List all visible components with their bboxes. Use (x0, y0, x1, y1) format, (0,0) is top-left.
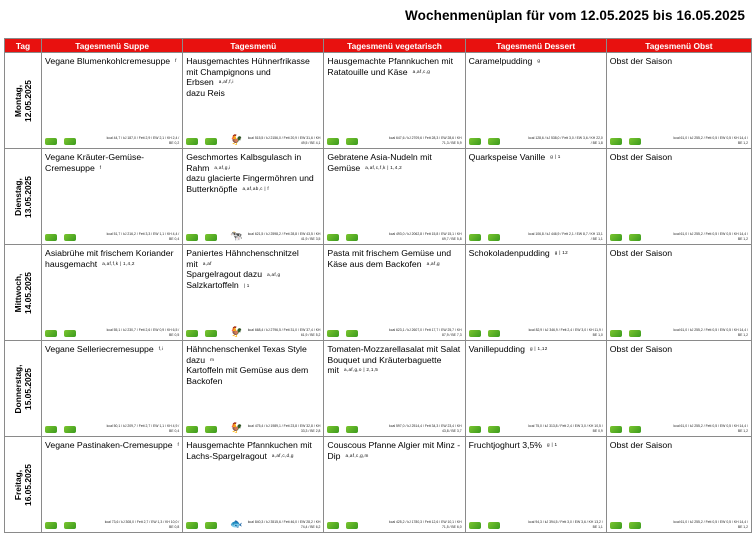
leaf-icon (45, 426, 57, 433)
dish-text (327, 248, 461, 269)
eco-badges (610, 522, 641, 529)
leaf-icon (469, 138, 481, 145)
dish-name: Couscous Pfanne Algier mit Minz -Dip (327, 440, 461, 461)
nutrition-info: kcal 128,6 / kJ 538,0 / Fett 3,0 / EW 3,6 / KH 22,0 / BE 1,8 (528, 136, 603, 145)
suppe-cell (42, 245, 183, 341)
side-dish: Spargelragout dazu (186, 269, 263, 280)
day-row (5, 341, 752, 437)
chicken-icon: 🐓 (230, 423, 243, 434)
dish-name: Hausgemachte Pfannkuchen mit Lachs-Spargelragout (186, 440, 312, 461)
allergen-codes: a,af,g (426, 260, 440, 266)
allergen-codes: a,af,ab,c | f (242, 186, 269, 192)
obst-cell (606, 245, 751, 341)
nutrition-info: kcal 61,0 / kJ 255,2 / Fett 0,5 / EW 0,5 / KH 14,4 / BE 1,2 (673, 136, 748, 145)
obst-cell (606, 437, 751, 533)
dish-text (327, 56, 461, 77)
dish-text (186, 152, 320, 195)
suppe-cell (42, 149, 183, 245)
eco-badges (327, 234, 358, 241)
nutrition-info: kcal 61,0 / kJ 255,2 / Fett 0,5 / EW 0,5 / KH 14,4 / BE 1,2 (673, 520, 748, 529)
eco-badges (610, 234, 641, 241)
leaf-icon (488, 138, 500, 145)
fish-icon: 🐟 (230, 519, 243, 530)
dessert-cell (465, 245, 606, 341)
vegetarisch-cell (324, 149, 465, 245)
dish-text (186, 56, 320, 98)
leaf-icon (186, 330, 198, 337)
allergen-codes: g | 12 (554, 250, 568, 256)
tagesmenu-cell (183, 53, 324, 149)
obst-cell (606, 149, 751, 245)
eco-badges (186, 426, 217, 433)
leaf-icon (327, 426, 339, 433)
side-dish: Salzkartoffeln (186, 280, 239, 291)
dish-text (469, 152, 603, 163)
leaf-icon (469, 426, 481, 433)
allergen-codes: f (99, 164, 102, 170)
leaf-icon (64, 426, 76, 433)
day-label (13, 272, 33, 314)
eco-badges (610, 138, 641, 145)
dish-text (186, 440, 320, 461)
nutrition-info: kcal 493,0 / kJ 2062,8 / Fett 15,8 / EW 15,1 / KH 69,7 / BE 5,8 (389, 232, 462, 241)
cow-icon: 🐄 (230, 231, 243, 242)
header-suppe: Tagesmenü Suppe (42, 39, 183, 53)
eco-badges (186, 330, 217, 337)
allergen-codes: a,af,g,i (214, 164, 231, 170)
allergen-codes: g | 1,12 (529, 346, 548, 352)
dish-text (610, 344, 748, 355)
leaf-icon (346, 426, 358, 433)
leaf-icon (64, 234, 76, 241)
dish-name: Quarkspeise Vanille (468, 152, 546, 162)
leaf-icon (205, 426, 217, 433)
day-label (13, 364, 33, 413)
dish-name: Vegane Kräuter-Gemüse-Cremesuppe (45, 152, 145, 173)
tagesmenu-cell (183, 437, 324, 533)
leaf-icon (610, 138, 622, 145)
allergen-codes: g | 1 (547, 442, 558, 448)
leaf-icon (205, 234, 217, 241)
nutrition-info: kcal 55,1 / kJ 230,7 / Fett 2,6 / EW 0,9 / KH 6,5 / BE 0,5 (106, 328, 180, 337)
vegetarisch-cell (324, 245, 465, 341)
leaf-icon (186, 522, 198, 529)
dish-text (327, 440, 461, 461)
allergen-codes: a,af,f,i (218, 79, 234, 85)
leaf-icon (346, 138, 358, 145)
dish-text (327, 152, 461, 173)
eco-badges (45, 330, 76, 337)
obst-cell (606, 53, 751, 149)
allergen-codes: a,af (202, 260, 212, 266)
day-cell (5, 149, 42, 245)
eco-badges (469, 330, 500, 337)
allergen-codes: a,af,c,d,g (271, 452, 294, 458)
day-cell (5, 341, 42, 437)
leaf-icon (327, 330, 339, 337)
dish-name: Hausgemachtes Hühnerfrikasse mit Champignons und Erbsen (186, 56, 310, 87)
day-row (5, 437, 752, 533)
allergen-codes: f (175, 58, 177, 64)
header-row (5, 39, 752, 53)
weekday: Donnerstag, (13, 364, 24, 413)
nutrition-info: kcal 82,9 / kJ 346,9 / Fett 2,4 / EW 3,0 / KH 11,9 / BE 1,0 (528, 328, 603, 337)
dish-name: Obst der Saison (609, 152, 673, 162)
nutrition-info: kcal 621,5 / kJ 2598,2 / Fett 28,8 / EW 43,5 / KH 41,9 / BE 3,5 (247, 232, 321, 241)
dish-text (45, 56, 179, 67)
nutrition-info: kcal 623,1 / kJ 2607,0 / Fett 17,7 / EW 25,7 / KH 87,9 / BE 7,3 (389, 328, 462, 337)
dish-name: Schokoladenpudding (468, 248, 550, 258)
leaf-icon (186, 234, 198, 241)
nutrition-info: kcal 73,6 / kJ 308,0 / Fett 2,7 / EW 1,3 / KH 10,0 / BE 0,8 (104, 520, 180, 529)
allergen-codes: a,af,c,g (412, 68, 431, 74)
day-row (5, 149, 752, 245)
vegetarisch-cell (324, 341, 465, 437)
nutrition-info: kcal 515,5 / kJ 2156,0 / Fett 20,9 / EW 31,6 / KH 49,5 / BE 4,1 (247, 136, 321, 145)
allergen-codes: f (177, 442, 180, 448)
leaf-icon (186, 426, 198, 433)
leaf-icon (629, 426, 641, 433)
dish-name: Obst der Saison (609, 56, 673, 66)
side-dish: Kartoffeln mit Gemüse aus dem Backofen (186, 365, 309, 386)
leaf-icon (64, 330, 76, 337)
nutrition-info: kcal 840,3 / kJ 3515,6 / Fett 46,0 / EW 28,2 / KH 74,4 / BE 6,2 (247, 520, 321, 529)
eco-badges (45, 426, 76, 433)
weekday: Freitag, (13, 469, 24, 500)
leaf-icon (610, 330, 622, 337)
eco-badges (469, 522, 500, 529)
day-label (13, 176, 33, 218)
side-dish: dazu (186, 354, 206, 365)
allergen-codes: a,af,g (267, 271, 281, 277)
dish-name: Asiabrühe mit frischem Koriander hausgemacht (45, 248, 174, 269)
dessert-cell (465, 341, 606, 437)
eco-badges (186, 234, 217, 241)
eco-badges (45, 522, 76, 529)
dish-name: Pasta mit frischem Gemüse und Käse aus dem Backofen (327, 248, 452, 269)
suppe-cell (42, 53, 183, 149)
dish-text (610, 152, 748, 163)
nutrition-info: kcal 51,7 / kJ 216,2 / Fett 3,3 / EW 1,1 / KH 4,4 / BE 0,4 (106, 232, 180, 241)
dish-name: Vegane Pastinaken-Cremesuppe (45, 440, 173, 450)
dish-text (610, 56, 748, 67)
allergen-codes: g (537, 58, 541, 64)
leaf-icon (346, 234, 358, 241)
date: 12.05.2025 (23, 79, 34, 122)
nutrition-info: kcal 44,7 / kJ 187,0 / Fett 2,9 / EW 2,1 / KH 2,4 / BE 0,2 (106, 136, 180, 145)
obst-cell (606, 341, 751, 437)
day-cell (5, 53, 42, 149)
allergen-codes: m (210, 356, 215, 362)
dish-name: Geschmortes Kalbsgulasch in Rahm (186, 152, 302, 173)
leaf-icon (469, 330, 481, 337)
leaf-icon (488, 426, 500, 433)
suppe-cell (42, 341, 183, 437)
leaf-icon (469, 522, 481, 529)
date: 15.05.2025 (23, 367, 34, 410)
day-row (5, 245, 752, 341)
nutrition-info: kcal 50,1 / kJ 209,7 / Fett 2,7 / EW 1,1 / KH 4,9 / BE 0,4 (106, 424, 180, 433)
day-label (13, 80, 33, 122)
dish-text (327, 344, 461, 376)
eco-badges (610, 330, 641, 337)
day-cell (5, 245, 42, 341)
leaf-icon (45, 330, 57, 337)
dish-name: Obst der Saison (609, 344, 673, 354)
eco-badges (469, 138, 500, 145)
leaf-icon (327, 522, 339, 529)
leaf-icon (45, 138, 57, 145)
nutrition-info: kcal 61,0 / kJ 255,2 / Fett 0,5 / EW 0,5 / KH 14,4 / BE 1,2 (673, 328, 748, 337)
tagesmenu-cell (183, 149, 324, 245)
weekday: Dienstag, (13, 177, 24, 216)
leaf-icon (205, 522, 217, 529)
suppe-cell (42, 437, 183, 533)
dish-name: Hähnchenschenkel Texas Style (186, 344, 307, 354)
dessert-cell (465, 53, 606, 149)
eco-badges (610, 426, 641, 433)
tagesmenu-cell (183, 341, 324, 437)
allergen-codes: a,af,c,f,k | 1,4,2 (365, 164, 402, 170)
dish-name: Tomaten-Mozzarellasalat mit Salat Bouquet und Kräuterbaguette mit (327, 344, 461, 375)
side-dish: Butterknöpfle (186, 183, 238, 194)
leaf-icon (205, 138, 217, 145)
dish-name: Vegane Selleriecremesuppe (45, 344, 154, 354)
dish-text (45, 152, 179, 173)
header-vegetarisch: Tagesmenü vegetarisch (324, 39, 465, 53)
date: 14.05.2025 (23, 271, 34, 314)
eco-badges (45, 234, 76, 241)
dish-text (610, 248, 748, 259)
day-cell (5, 437, 42, 533)
leaf-icon (346, 522, 358, 529)
menu-table (4, 38, 752, 533)
nutrition-info: kcal 425,2 / kJ 1780,3 / Fett 12,6 / EW 10,1 / KH 71,5 / BE 6,0 (389, 520, 462, 529)
dish-text (45, 440, 179, 451)
chicken-icon: 🐓 (230, 135, 243, 146)
side-dish: dazu Reis (186, 87, 225, 98)
allergen-codes: f,i (158, 346, 164, 352)
dish-text (610, 440, 748, 451)
dish-name: Caramelpudding (468, 56, 533, 66)
leaf-icon (610, 426, 622, 433)
dish-text (186, 344, 320, 386)
eco-badges (327, 426, 358, 433)
leaf-icon (45, 234, 57, 241)
eco-badges (186, 138, 217, 145)
dessert-cell (465, 149, 606, 245)
allergen-codes: g | 1 (550, 154, 561, 160)
side-dish: dazu glacierte Fingermöhren und (186, 173, 314, 184)
allergen-codes: a,af,f,k | 1,4,2 (102, 260, 135, 266)
leaf-icon (488, 234, 500, 241)
dish-text (45, 344, 179, 355)
eco-badges (327, 330, 358, 337)
dish-name: Obst der Saison (609, 248, 673, 258)
dish-name: Vanillepudding (468, 344, 525, 354)
dish-text (469, 440, 603, 451)
dish-name: Gebratene Asia-Nudeln mit Gemüse (327, 152, 432, 173)
leaf-icon (64, 522, 76, 529)
dish-text (469, 344, 603, 355)
leaf-icon (469, 234, 481, 241)
leaf-icon (629, 330, 641, 337)
dish-text (469, 248, 603, 259)
eco-badges (327, 522, 358, 529)
allergen-codes: a,af,c,g,m (345, 452, 369, 458)
dish-name: Hausgemachte Pfannkuchen mit Ratatouille und Käse (327, 56, 453, 77)
weekday: Montag, (13, 84, 24, 117)
leaf-icon (629, 234, 641, 241)
header-obst: Tagesmenü Obst (606, 39, 751, 53)
header-tag: Tag (5, 39, 42, 53)
nutrition-info: kcal 61,0 / kJ 255,2 / Fett 0,5 / EW 0,5 / KH 14,4 / BE 1,2 (673, 232, 748, 241)
eco-badges (186, 522, 217, 529)
dessert-cell (465, 437, 606, 533)
vegetarisch-cell (324, 437, 465, 533)
leaf-icon (610, 522, 622, 529)
leaf-icon (64, 138, 76, 145)
dish-text (45, 248, 179, 269)
leaf-icon (205, 330, 217, 337)
nutrition-info: kcal 597,0 / kJ 2514,4 / Fett 34,3 / EW 23,4 / KH 43,8 / BE 3,7 (389, 424, 462, 433)
eco-badges (45, 138, 76, 145)
leaf-icon (327, 234, 339, 241)
tagesmenu-cell (183, 245, 324, 341)
nutrition-info: kcal 61,0 / kJ 255,2 / Fett 0,5 / EW 0,5 / KH 14,4 / BE 1,2 (673, 424, 748, 433)
dish-name: Obst der Saison (609, 440, 673, 450)
header-tagesmenu: Tagesmenü (183, 39, 324, 53)
leaf-icon (610, 234, 622, 241)
nutrition-info: kcal 106,8 / kJ 446,9 / Fett 2,1 / EW 8,7 / KH 13,1 / BE 1,1 (528, 232, 603, 241)
dish-text (469, 56, 603, 67)
eco-badges (469, 426, 500, 433)
chicken-icon: 🐓 (230, 327, 243, 338)
date: 13.05.2025 (23, 175, 34, 218)
leaf-icon (629, 138, 641, 145)
leaf-icon (488, 330, 500, 337)
nutrition-info: kcal 94,3 / kJ 394,5 / Fett 3,0 / EW 3,6 / KH 13,2 / BE 1,1 (528, 520, 603, 529)
leaf-icon (327, 138, 339, 145)
allergen-codes: a,af,g,o | 2,1,5 (344, 367, 379, 373)
dish-text (186, 248, 320, 291)
date: 16.05.2025 (23, 463, 34, 506)
leaf-icon (45, 522, 57, 529)
dish-name: Vegane Blumenkohlcremesuppe (45, 56, 171, 66)
dish-name: Fruchtjoghurt 3,5% (468, 440, 543, 450)
day-row (5, 53, 752, 149)
page-title: Wochenmenüplan für vom 12.05.2025 bis 16.05.2025 (405, 8, 745, 23)
leaf-icon (186, 138, 198, 145)
nutrition-info: kcal 75,0 / kJ 313,8 / Fett 2,4 / EW 3,0 / KH 10,5 / BE 0,9 (528, 424, 603, 433)
day-label (13, 464, 33, 506)
header-dessert: Tagesmenü Dessert (465, 39, 606, 53)
eco-badges (327, 138, 358, 145)
dish-name: Paniertes Hähnchenschnitzel mit (186, 248, 299, 269)
leaf-icon (629, 522, 641, 529)
nutrition-info: kcal 668,4 / kJ 2796,5 / Fett 31,0 / EW 37,4 / KH 61,9 / BE 5,2 (247, 328, 321, 337)
allergen-codes: | 1 (243, 282, 250, 288)
weekday: Mittwoch, (13, 273, 24, 312)
leaf-icon (346, 330, 358, 337)
nutrition-info: kcal 647,6 / kJ 2709,6 / Fett 28,3 / EW 28,6 / KH 71,3 / BE 5,9 (389, 136, 462, 145)
vegetarisch-cell (324, 53, 465, 149)
eco-badges (469, 234, 500, 241)
leaf-icon (488, 522, 500, 529)
nutrition-info: kcal 475,4 / kJ 1989,1 / Fett 23,8 / EW 32,8 / KH 33,3 / BE 2,8 (247, 424, 321, 433)
